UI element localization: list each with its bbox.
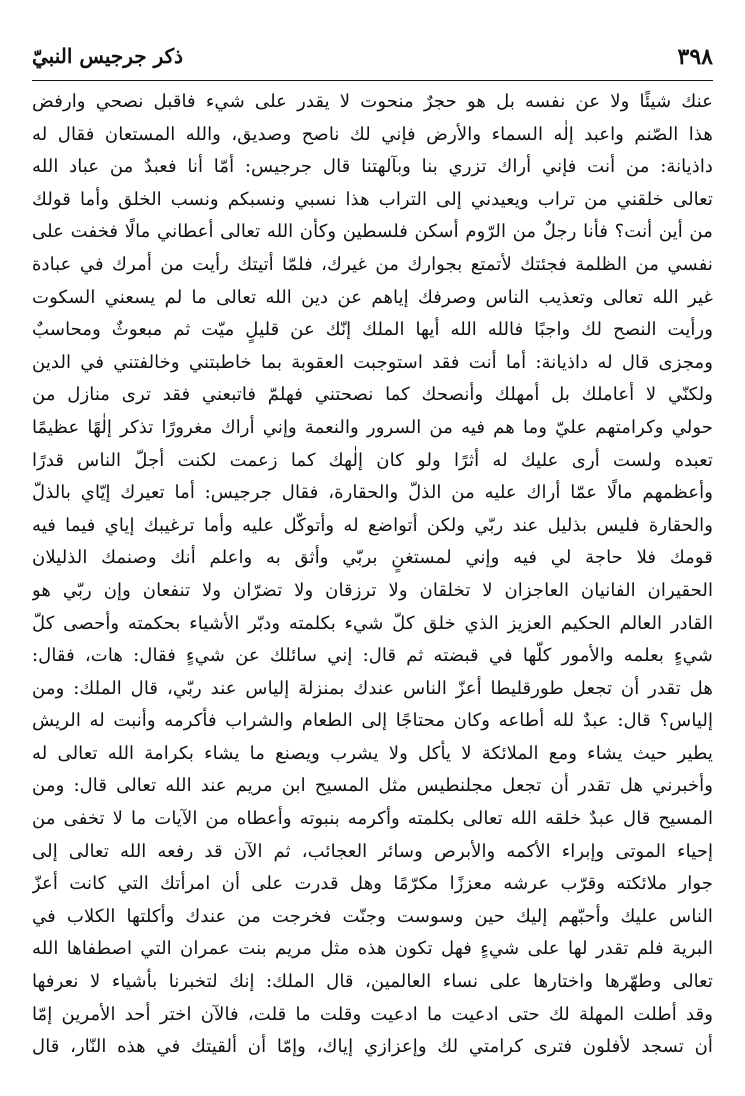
text-line: من أين أنت؟ فأنا رجلٌ من الرّوم أسكن فلسطين وكأن الله تعالى أعطاني مالًا فخفت على bbox=[32, 221, 713, 243]
text-line: المسيح قال عبدٌ خلقه الله تعالى بكلمته وأكرمه بنبوته وأعطاه من الآيات ما لا تخفى من bbox=[32, 808, 713, 830]
page-number: ٣٩٨ bbox=[677, 44, 713, 70]
text-line: القادر العالم الحكيم العزيز الذي خلق كلّ شيء بكلمته ودبّر الأشياء بحكمته وأحصى كلّ bbox=[32, 612, 713, 634]
text-line: هذا الصّنم واعبد إلٰه السماء والأرض فإني لك ناصح وصديق، والله المستعان فقال له bbox=[32, 123, 713, 145]
text-line: وأخبرني هل تقدر أن تجعل مجلنطيس مثل المسيح ابن مريم عند الله تعالى قال: ومن bbox=[32, 775, 713, 797]
running-head: ذكر جرجيس النبيّ bbox=[32, 44, 184, 68]
text-line: قومك فلا حاجة لي فيه وإني لمستغنٍ بربّي وأثق به واعلم أنك وصنمك الذليلان bbox=[32, 547, 713, 569]
text-line: يطير حيث يشاء ومع الملائكة لا يأكل ولا يشرب ويصنع ما يشاء بكرامة الله تعالى له bbox=[32, 742, 713, 764]
text-line: ولكنّي لا أعاملك بل أمهلك وأنصحك كما نصحتني فهلمّ فاتبعني فقد ترى منازل من bbox=[32, 384, 713, 406]
text-line: تعبده ولست أرى عليك له أثرًا ولو كان إلٰهك كما زعمت لكنت أجلّ الناس قدرًا bbox=[32, 449, 713, 471]
page-header bbox=[32, 38, 713, 78]
text-line: البرية فلم تقدر لها على شيءٍ فهل تكون هذه مثل مريم بنت عمران التي اصطفاها الله bbox=[32, 938, 713, 960]
text-line: هل تقدر أن تجعل طورقليطا أعزّ الناس عندك بمنزلة إلياس عند ربّي، قال الملك: ومن bbox=[32, 677, 713, 699]
header-rule bbox=[32, 80, 713, 81]
text-line: شيءٍ بعلمه والأمور كلّها في قبضته ثم قال: إني سائلك عن شيءٍ فقال: هات، فقال: bbox=[32, 645, 713, 667]
text-line: عنك شيئًا ولا عن نفسه بل هو حجرٌ منحوت لا يقدر على شيء فاقبل نصحي وارفض bbox=[32, 91, 713, 112]
text-line: داذيانة: من أنت فإني أراك تزري بنا وبآلهتنا قال جرجيس: أمّا أنا فعبدٌ من عباد الله bbox=[32, 156, 713, 178]
text-line: ومجزى قال له داذيانة: أما أنت فقد استوجبت العقوبة بما خاطبتني وخالفتني في الدين bbox=[32, 351, 713, 373]
text-line: تعالى وطهّرها واختارها على نساء العالمين، قال الملك: إنك لتخبرنا بأشياء لا نعرفها bbox=[32, 971, 713, 993]
text-line: وأعظمهم مالًا عمّا أراك عليه من الذلّ والحقارة، فقال جرجيس: أما تعيرك إيّاي بالذلّ bbox=[32, 482, 713, 504]
text-line: إلياس؟ قال: عبدٌ لله أطاعه وكان محتاجًا إلى الطعام والشراب فأكرمه وأنبت له الريش bbox=[32, 710, 713, 732]
text-line: الناس عليك وأحبّهم إليك حين وسوست وجنّت فخرجت من عندك وأكلتها الكلاب في bbox=[32, 905, 713, 927]
text-line: أن تسجد لأفلون فترى كرامتي لك وإعزازي إياك، وإمّا أن ألقيتك في هذه النّار، قال bbox=[32, 1036, 713, 1058]
text-line: تعالى خلقني من تراب ويعيدني إلى التراب هذا نسبي ونسبكم ونسب الخلق وأما قولك bbox=[32, 188, 713, 210]
body-text bbox=[32, 86, 713, 1064]
text-line: نفسي من الظلمة فجئتك لأتمتع بجوارك من غيرك، فلمّا أتيتك رأيت من أمرك في عبادة bbox=[32, 253, 713, 275]
text-line: جوار ملائكته وقرّب عرشه معززًا مكرّمًا وهل قدرت على أن امرأتك التي كانت أعزّ bbox=[32, 873, 713, 895]
text-line: غير الله تعالى وتعذيب الناس وصرفك إياهم عن دين الله تعالى ما لم يسعني السكوت bbox=[32, 286, 713, 308]
text-line: وقد أطلت المهلة لك حتى ادعيت ما ادعيت وقلت ما قلت، فالآن اختر أحد الأمرين إمّا bbox=[32, 1003, 713, 1025]
text-line: الحقيران الفانيان العاجزان لا تخلقان ولا ترزقان ولا تضرّان ولا تنفعان وإن ربّي هو bbox=[32, 579, 713, 601]
text-line: إحياء الموتى وإبراء الأكمه والأبرص وسائر العجائب، ثم الآن قد رفعه الله تعالى إلى bbox=[32, 840, 713, 862]
text-line: حولي وكرامتهم عليّ وما هم فيه من السرور والنعمة وإني أراك مغرورًا تذكر إلٰهًا عظيمًا bbox=[32, 416, 713, 438]
text-line: والحقارة فليس بذليل عند ربّي ولكن أتواضع له وأتوكّل عليه وأما ترغيبك إياي فيما فيه bbox=[32, 514, 713, 536]
text-line: ورأيت النصح لك واجبًا فالله الله أيها الملك إنّك عن قليلٍ ميّت ثم مبعوثٌ ومحاسبٌ bbox=[32, 319, 713, 341]
